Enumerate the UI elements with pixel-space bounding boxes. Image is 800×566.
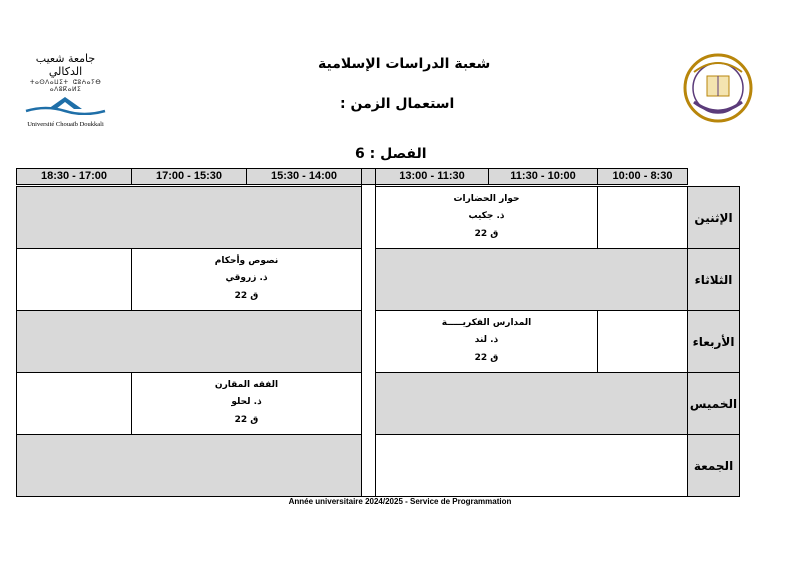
- empty-slot: [16, 310, 362, 373]
- course-professor: ذ. لند: [474, 335, 499, 346]
- course-subject: المدارس الفكريـــــة: [441, 317, 532, 328]
- course-subject: نصوص وأحكام: [214, 255, 279, 266]
- university-name-ar: جامعة شعيب الدكالي: [35, 52, 96, 78]
- empty-slot: [16, 186, 362, 249]
- faculty-seal-icon: [680, 50, 756, 126]
- course-subject: الفقه المقارن: [214, 379, 279, 390]
- empty-slot: [375, 248, 688, 311]
- empty-slot: [597, 310, 688, 373]
- break-header: [361, 168, 376, 185]
- day-label-monday: الإثنين: [687, 186, 740, 249]
- time-slot-header: 17:00 - 15:30: [131, 168, 247, 185]
- university-name-fr: Université Chouaïb Doukkali: [27, 121, 104, 128]
- empty-slot: [597, 186, 688, 249]
- empty-slot: [375, 372, 688, 435]
- break-column: [361, 184, 376, 497]
- empty-slot: [16, 434, 362, 497]
- course-cell-thursday: [131, 372, 362, 435]
- day-label-wednesday: الأربعاء: [687, 310, 740, 373]
- university-emblem-icon: [18, 93, 113, 115]
- time-slot-header: 13:00 - 11:30: [375, 168, 489, 185]
- course-professor: ذ. لحلو: [231, 397, 262, 408]
- course-room: ق 22: [474, 229, 499, 240]
- course-cell-tuesday: [131, 248, 362, 311]
- course-cell-wednesday: [375, 310, 598, 373]
- course-cell-monday: [375, 186, 598, 249]
- time-slot-header: 15:30 - 14:00: [246, 168, 362, 185]
- university-logo: [18, 52, 113, 127]
- time-slot-header: 10:00 - 8:30: [597, 168, 688, 185]
- time-slot-header: 18:30 - 17:00: [16, 168, 132, 185]
- course-subject: حوار الحضارات: [453, 193, 520, 204]
- university-name-tifinagh: ⵜⴰⵙⴷⴰⵡⵉⵜ ⵛⵓⵄⴰⵢⴱ ⴰⴷⵓⴽⴰⵍⵉ: [29, 79, 102, 93]
- schedule-title: استعمال الزمن :: [340, 96, 455, 112]
- empty-slot: [16, 248, 132, 311]
- semester-label: الفصل : 6: [355, 146, 427, 162]
- course-professor: ذ. جكيب: [468, 211, 505, 222]
- course-room: ق 22: [234, 291, 259, 302]
- day-label-tuesday: الثلاثاء: [687, 248, 740, 311]
- course-room: ق 22: [474, 353, 499, 364]
- day-label-thursday: الخميس: [687, 372, 740, 435]
- course-room: ق 22: [234, 415, 259, 426]
- time-slot-header: 11:30 - 10:00: [488, 168, 598, 185]
- empty-slot: [375, 434, 688, 497]
- empty-slot: [16, 372, 132, 435]
- footer-note: Année universitaire 2024/2025 - Service de Programmation: [288, 497, 512, 506]
- day-label-friday: الجمعة: [687, 434, 740, 497]
- faculty-logo: [680, 50, 756, 126]
- course-professor: ذ. زروقي: [225, 273, 268, 284]
- department-title: شعبة الدراسات الإسلامية: [318, 56, 491, 72]
